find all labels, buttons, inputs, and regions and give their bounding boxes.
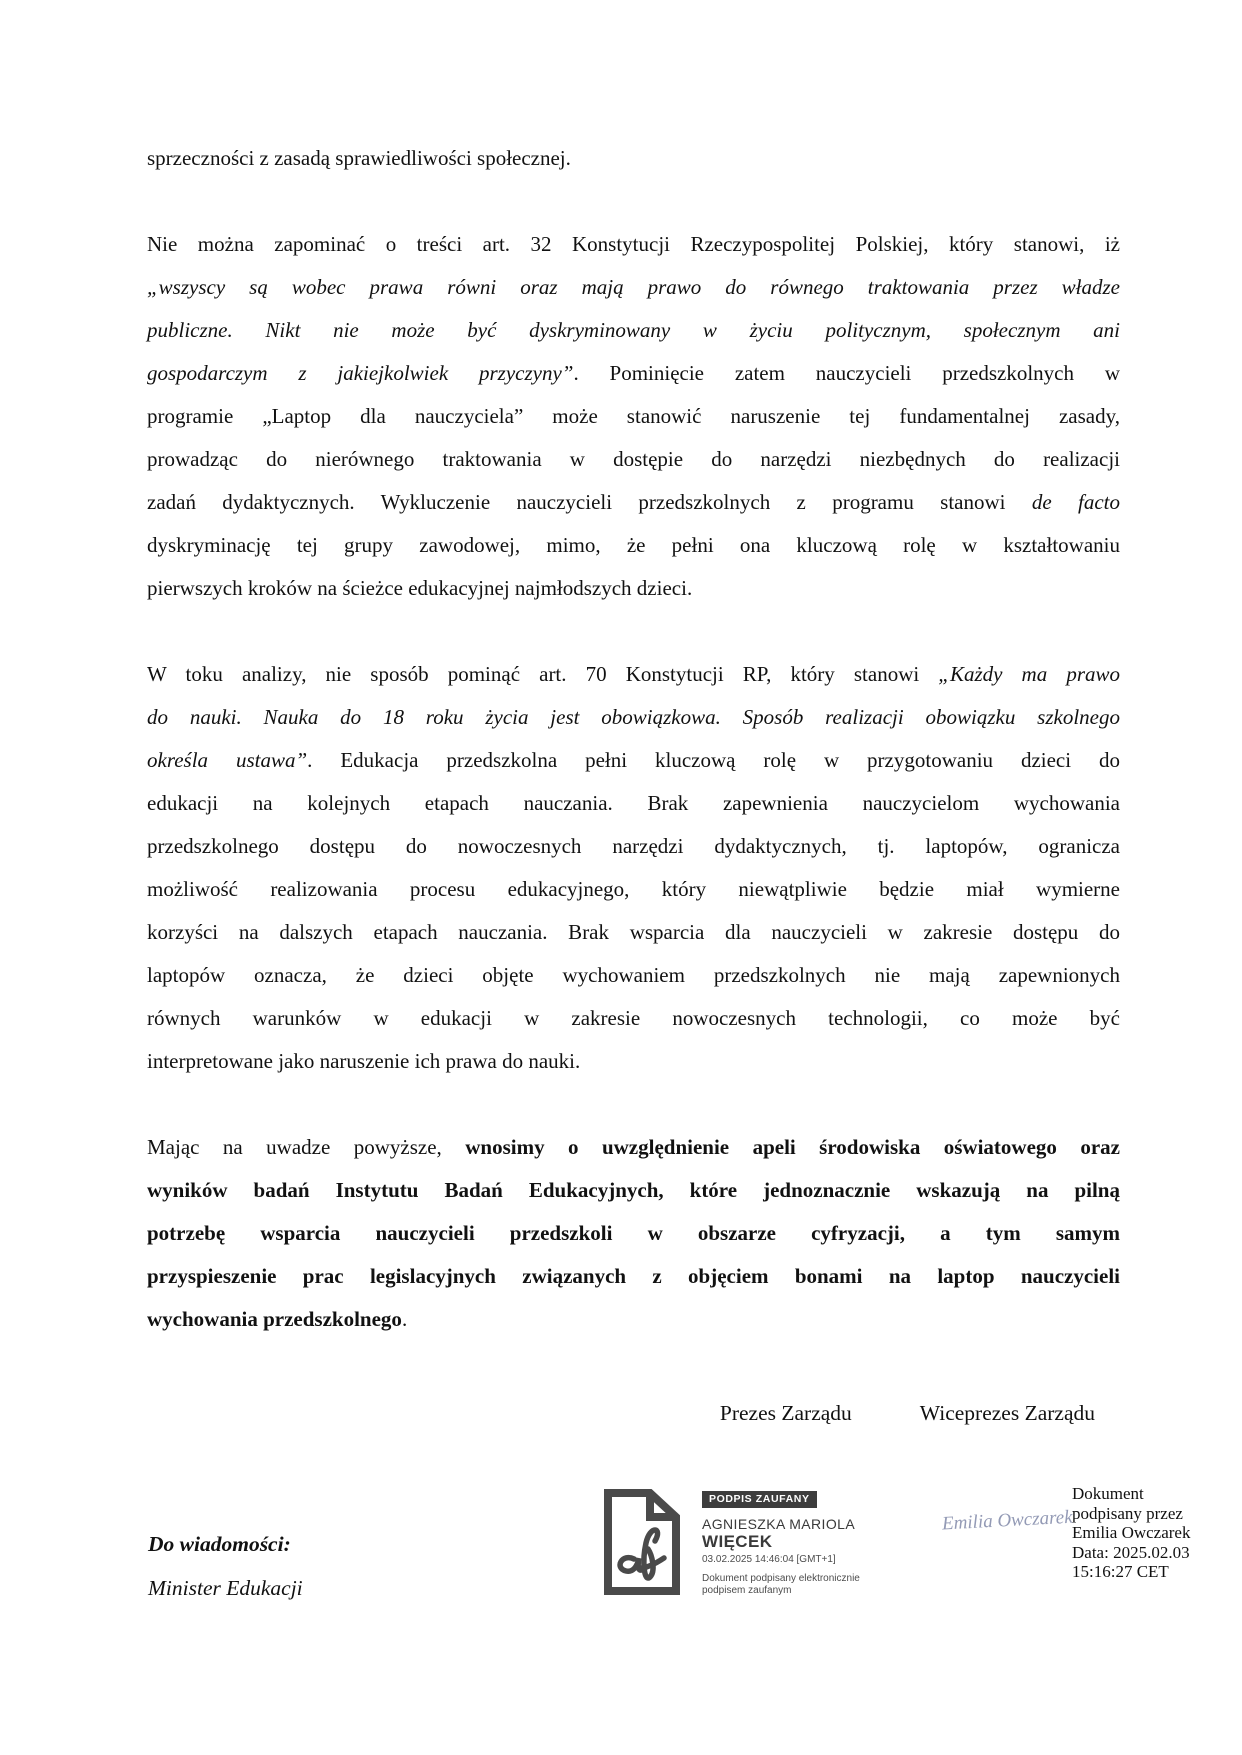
signer-info-line: 15:16:27 CET xyxy=(1072,1562,1169,1581)
body-line xyxy=(147,567,1120,610)
text-segment: wnosimy o uwzględnienie apeli środowiska oświatowego oraz xyxy=(465,1135,1120,1159)
signer-surname: WIĘCEK xyxy=(702,1532,773,1551)
body-line xyxy=(147,266,1120,309)
text-segment: interpretowane jako naruszenie ich prawa do nauki. xyxy=(147,1049,581,1073)
cc-label: Do wiadomości: xyxy=(148,1532,291,1556)
text-segment: . xyxy=(401,1307,408,1331)
text-segment: sprzeczności z zasadą sprawiedliwości społecznej. xyxy=(147,146,571,170)
text-segment: „Każdy ma prawo xyxy=(938,662,1120,686)
body-line xyxy=(147,911,1120,954)
text-segment: . Edukacja przedszkolna pełni kluczową rolę w przygotowaniu dzieci do xyxy=(307,748,1121,772)
paragraph xyxy=(147,653,1120,1083)
body-line xyxy=(147,825,1120,868)
stamp-note-line1: Dokument podpisany elektronicznie xyxy=(702,1573,860,1584)
body-line xyxy=(147,782,1120,825)
body-line xyxy=(147,653,1120,696)
text-segment: gospodarczym z jakiejkolwiek przyczyny” xyxy=(147,361,574,385)
trusted-signature-stamp xyxy=(600,1485,892,1597)
cc-block xyxy=(148,1531,303,1601)
text-segment: potrzebę wsparcia nauczycieli przedszkoli w obszarze cyfryzacji, a tym samym xyxy=(147,1221,1120,1245)
body-line xyxy=(147,954,1120,997)
body-line xyxy=(147,481,1120,524)
paragraph xyxy=(147,223,1120,610)
signer-info-line: Data: 2025.02.03 xyxy=(1072,1542,1190,1562)
text-segment: Nie można zapominać o treści art. 32 Konstytucji Rzeczypospolitej Polskiej, który stanowi, iż xyxy=(147,232,1120,256)
text-segment: równych warunków w edukacji w zakresie nowoczesnych technologii, co może być xyxy=(147,1006,1120,1030)
text-segment: do nauki. Nauka do 18 roku życia jest obowiązkowa. Sposób realizacji obowiązku szkolnego xyxy=(147,705,1120,729)
body-line xyxy=(147,438,1120,481)
text-segment: wyników badań Instytutu Badań Edukacyjnych, które jednoznacznie wskazują na pilną xyxy=(147,1178,1120,1202)
cc-value: Minister Edukacji xyxy=(148,1576,303,1600)
text-segment: możliwość realizowania procesu edukacyjnego, który niewątpliwie będzie miał wymierne xyxy=(147,877,1120,901)
body-line xyxy=(147,309,1120,352)
body-line xyxy=(147,223,1120,266)
text-segment: . Pominięcie zatem nauczycieli przedszkolnych w xyxy=(573,361,1120,385)
text-segment: „wszyscy są wobec prawa równi oraz mają prawo do równego traktowania przez władze xyxy=(147,275,1120,299)
handwritten-signature: Emilia Owczarek xyxy=(941,1506,1074,1535)
text-segment: programie „Laptop dla nauczyciela” może stanowić naruszenie tej fundamentalnej zasady, xyxy=(147,404,1120,428)
signature-titles-row xyxy=(147,1400,1120,1426)
body-line xyxy=(147,868,1120,911)
text-segment: laptopów oznacza, że dzieci objęte wychowaniem przedszkolnych nie mają zapewnionych xyxy=(147,963,1120,987)
body-line xyxy=(147,395,1120,438)
body-line xyxy=(147,1040,1120,1083)
stamp-note-line2: podpisem zaufanym xyxy=(702,1584,792,1596)
letter-body xyxy=(147,137,1120,1384)
vice-president-title: Wiceprezes Zarządu xyxy=(919,1401,1095,1425)
text-segment: wychowania przedszkolnego xyxy=(147,1307,402,1331)
signer-first-names: AGNIESZKA MARIOLA xyxy=(702,1516,856,1532)
body-line xyxy=(147,524,1120,567)
text-segment: W toku analizy, nie sposób pominąć art. 70 Konstytucji RP, który stanowi xyxy=(147,662,939,686)
text-segment: Mając na uwadze powyższe, xyxy=(147,1135,466,1159)
text-segment: edukacji na kolejnych etapach nauczania. Brak zapewnienia nauczycielom wychowania xyxy=(147,791,1120,815)
text-segment: dyskryminację tej grupy zawodowej, mimo, że pełni ona kluczową rolę w kształtowaniu xyxy=(147,533,1120,557)
paragraph xyxy=(147,137,1120,180)
body-line xyxy=(147,1298,1120,1341)
signed-document-icon xyxy=(600,1485,682,1597)
body-line xyxy=(147,1169,1120,1212)
signer-info-line: podpisany przez xyxy=(1072,1503,1183,1523)
signer-info-line: Dokument xyxy=(1072,1484,1144,1503)
body-line xyxy=(147,352,1120,395)
text-segment: przyspieszenie prac legislacyjnych związanych z objęciem bonami na laptop nauczycieli xyxy=(147,1264,1120,1288)
text-segment: określa ustawa” xyxy=(147,748,308,772)
stamp-text-column xyxy=(702,1489,892,1597)
stamp-note xyxy=(702,1573,892,1596)
body-line xyxy=(147,696,1120,739)
text-segment: zadań dydaktycznych. Wykluczenie nauczycieli przedszkolnych z programu stanowi xyxy=(147,490,1032,514)
trusted-signature-badge: PODPIS ZAUFANY xyxy=(702,1491,817,1508)
text-segment: prowadząc do nierównego traktowania w dostępie do narzędzi niezbędnych do realizacji xyxy=(147,447,1120,471)
paragraph xyxy=(147,1126,1120,1341)
body-line xyxy=(147,739,1120,782)
body-line xyxy=(147,1212,1120,1255)
body-line xyxy=(147,1255,1120,1298)
body-line xyxy=(147,137,1120,180)
text-segment: korzyści na dalszych etapach nauczania. Brak wsparcia dla nauczycieli w zakresie dostępu do xyxy=(147,920,1120,944)
text-segment: pierwszych kroków na ścieżce edukacyjnej najmłodszych dzieci. xyxy=(147,576,693,600)
president-title: Prezes Zarządu xyxy=(719,1401,852,1425)
signer-info-block xyxy=(1072,1484,1242,1582)
stamp-timestamp: 03.02.2025 14:46:04 [GMT+1] xyxy=(702,1554,836,1565)
signer-info-line: Emilia Owczarek xyxy=(1072,1523,1191,1542)
body-line xyxy=(147,1126,1120,1169)
body-line xyxy=(147,997,1120,1040)
text-segment: przedszkolnego dostępu do nowoczesnych narzędzi dydaktycznych, tj. laptopów, ogranicza xyxy=(147,834,1120,858)
text-segment: de facto xyxy=(1031,490,1120,514)
text-segment: publiczne. Nikt nie może być dyskryminowany w życiu politycznym, społecznym ani xyxy=(147,318,1120,342)
